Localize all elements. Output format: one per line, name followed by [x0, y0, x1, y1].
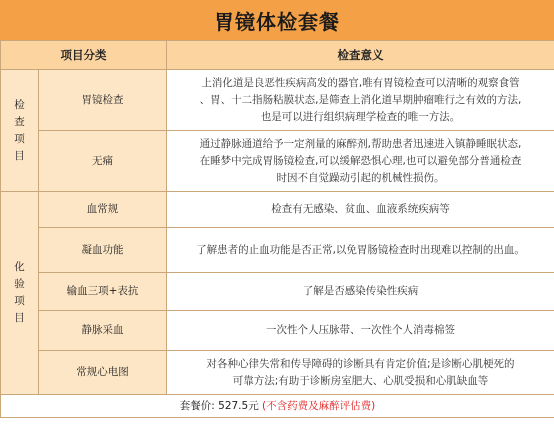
category-char: 项 [14, 295, 25, 307]
description-line: 通过静脉通道给予一定剂量的麻醉剂,帮助患者迅速进入镇静睡眠状态, [199, 137, 522, 150]
header-category: 项目分类 [1, 41, 167, 70]
category-char: 目 [14, 149, 25, 162]
item-description [167, 131, 554, 192]
item-name: 静脉采血 [39, 311, 167, 351]
price-cell [1, 395, 554, 418]
category-char: 化 [14, 261, 25, 273]
item-description: 了解患者的止血功能是否正常,以免胃肠镜检查时出现难以控制的出血。 [167, 228, 554, 273]
price-note: (不含药费及麻醉评估费) [262, 399, 376, 412]
table-row [1, 351, 554, 395]
description-line: 、胃、十二指肠粘膜状态,是筛查上消化道早期肿瘤唯行之有效的方法, [199, 93, 522, 106]
table-row [1, 311, 554, 351]
description-line: 在睡梦中完成胃肠镜检查,可以缓解恐惧心理,也可以避免部分普通检查 [199, 154, 522, 167]
description-line: 上消化道是良恶性疾病高发的器官,唯有胃镜检查可以清晰的观察食管 [201, 76, 520, 89]
table-row [1, 228, 554, 273]
item-description: 检查有无感染、贫血、血液系统疾病等 [167, 192, 554, 228]
item-description [167, 351, 554, 395]
category-char: 验 [14, 278, 25, 290]
item-description [167, 70, 554, 131]
price-value: 527.5元 [218, 399, 259, 412]
price-label: 套餐价: [179, 399, 215, 412]
category-exam [1, 70, 39, 192]
description-line: 也是可以进行组织病理学检查的唯一方法。 [260, 110, 461, 123]
description-line: 时因不自觉躁动引起的机械性损伤。 [276, 171, 445, 184]
item-name: 输血三项+表抗 [39, 273, 167, 311]
item-name: 凝血功能 [39, 228, 167, 273]
item-description: 了解是否感染传染性疾病 [167, 273, 554, 311]
item-name: 胃镜检查 [39, 70, 167, 131]
item-name: 常规心电图 [39, 351, 167, 395]
table-row [1, 131, 554, 192]
package-table [0, 40, 554, 418]
header-meaning: 检查意义 [167, 41, 554, 70]
price-row [1, 395, 554, 418]
table-row [1, 70, 554, 131]
item-description: 一次性个人压脉带、一次性个人消毒棉签 [167, 311, 554, 351]
table-row [1, 273, 554, 311]
category-char: 检 [14, 98, 25, 111]
header-row [1, 41, 554, 70]
page-title: 胃镜体检套餐 [0, 0, 554, 40]
category-char: 项 [14, 132, 25, 145]
description-line: 对各种心律失常和传导障碍的诊断具有肯定价值;是诊断心肌梗死的 [206, 357, 515, 370]
table-row [1, 192, 554, 228]
item-name: 无痛 [39, 131, 167, 192]
category-char: 目 [14, 312, 25, 324]
description-line: 可靠方法;有助于诊断房室肥大、心肌受损和心肌缺血等 [232, 374, 489, 387]
item-name: 血常规 [39, 192, 167, 228]
category-char: 查 [14, 115, 25, 128]
category-lab [1, 192, 39, 395]
